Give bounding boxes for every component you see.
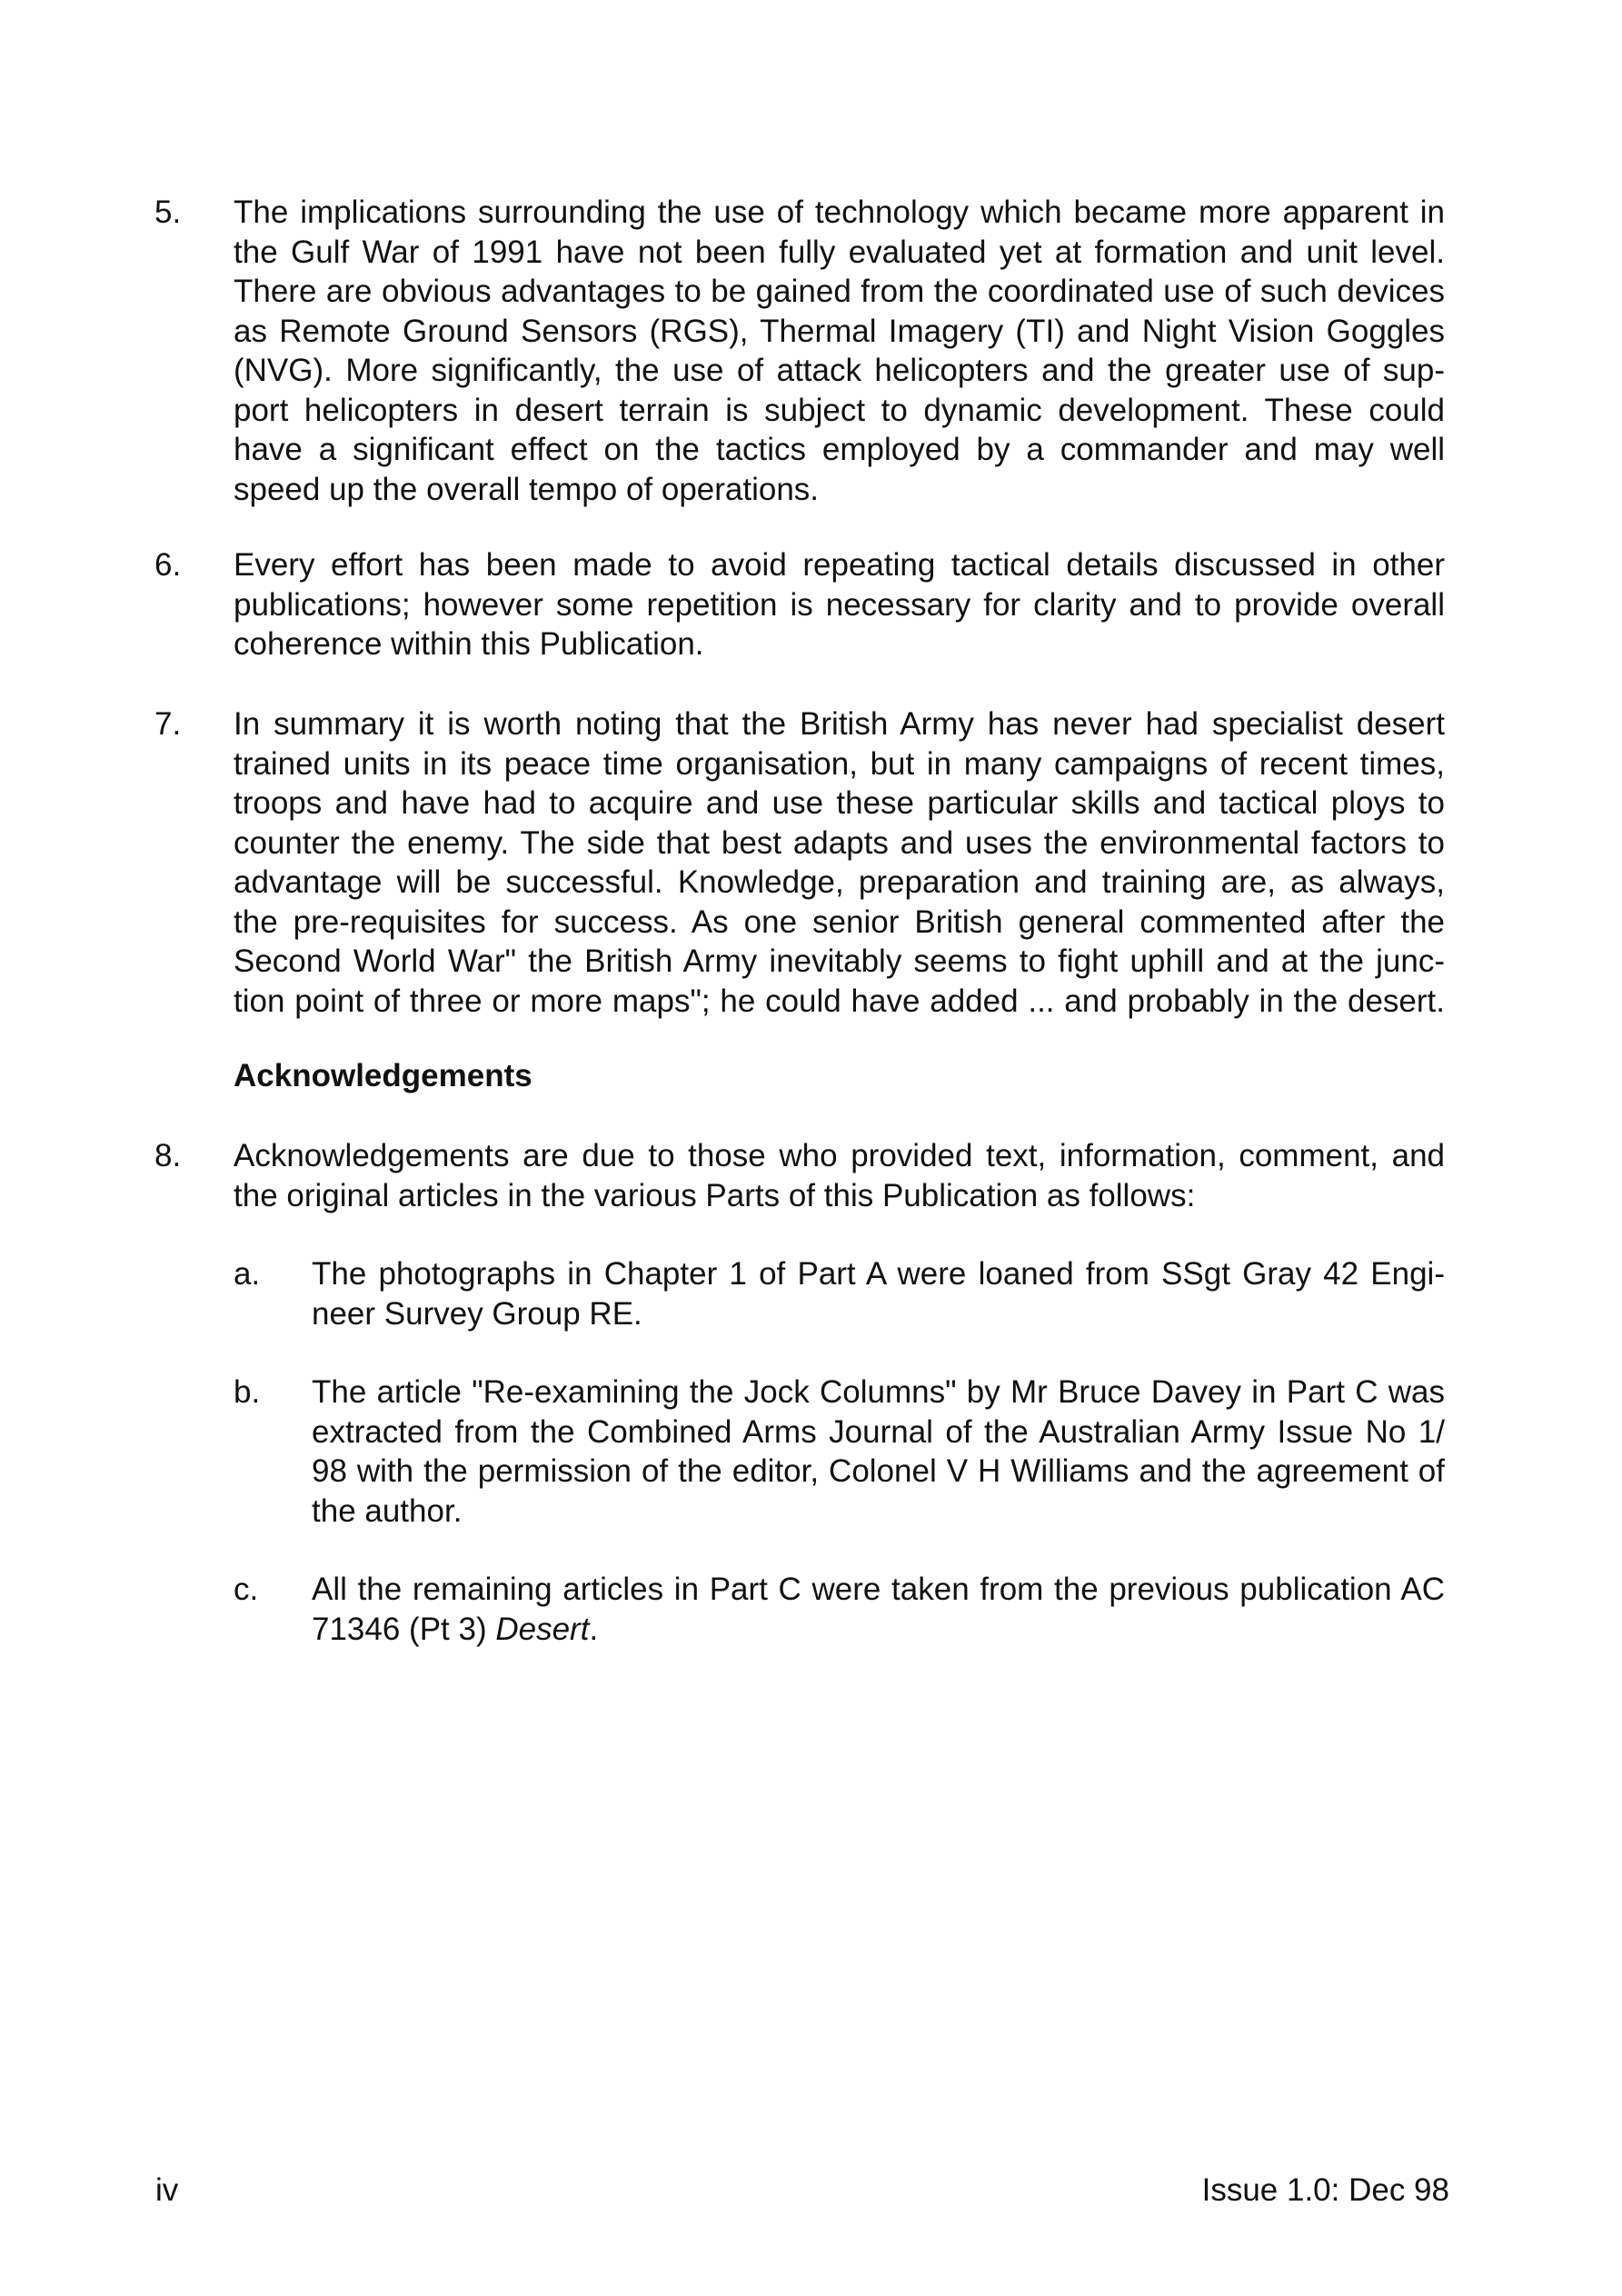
subitem-letter: a. (234, 1256, 261, 1292)
text-line: (NVG). More significantly, the use of attack helicopters and the greater use of sup- (234, 353, 1445, 388)
text-line: the Gulf War of 1991 have not been fully evaluated yet at formation and unit level. (234, 234, 1445, 270)
paragraph-6 (154, 545, 1445, 664)
trailing-punctuation: . (589, 1611, 599, 1647)
text-line: coherence within this Publication. (234, 626, 704, 662)
text-line: troops and have had to acquire and use these particular skills and tactical ploys to (234, 785, 1445, 821)
paragraph-5 (154, 193, 1445, 509)
subitem-b (234, 1373, 1445, 1531)
page-number: iv (155, 2172, 179, 2208)
issue-date: Issue 1.0: Dec 98 (1201, 2172, 1449, 2208)
text-line: port helicopters in desert terrain is subject to dynamic development. These could (234, 392, 1445, 428)
publication-title: Desert (495, 1611, 590, 1647)
subitem-letter: c. (234, 1572, 259, 1607)
text-line: The photographs in Chapter 1 of Part A were loaned from SSgt Gray 42 Engi- (312, 1256, 1445, 1292)
text-line: trained units in its peace time organisation, but in many campaigns of recent times, (234, 745, 1445, 782)
text-line: In summary it is worth noting that the British Army has never had specialist desert (234, 706, 1445, 742)
text-line: Second World War" the British Army inevitably seems to fight uphill and at the junc- (234, 943, 1445, 979)
text-line-start: 71346 (Pt 3) (312, 1611, 496, 1647)
paragraph-8 (154, 1136, 1445, 1215)
text-line: the author. (312, 1492, 463, 1529)
text-line: extracted from the Combined Arms Journal of the Australian Army Issue No 1/ (312, 1413, 1445, 1450)
paragraph-number: 5. (154, 195, 182, 230)
text-line: 98 with the permission of the editor, Colonel V H Williams and the agreement of (312, 1453, 1445, 1489)
text-line: counter the enemy. The side that best adapts and uses the environmental factors to (234, 824, 1445, 861)
text-line: publications; however some repetition is necessary for clarity and to provide overall (234, 586, 1445, 623)
paragraph-7 (154, 704, 1445, 1021)
text-line: the pre-requisites for success. As one senior British general commented after the (234, 903, 1445, 940)
text-line (312, 1610, 1445, 1650)
paragraph-number: 6. (154, 547, 182, 583)
subitem-c (234, 1570, 1445, 1649)
text-line: There are obvious advantages to be gained from the coordinated use of such devices (234, 274, 1445, 309)
text-line: have a significant effect on the tactics employed by a commander and may well (234, 432, 1445, 467)
paragraph-number: 7. (154, 706, 182, 742)
text-line: neer Survey Group RE. (312, 1295, 642, 1332)
paragraph-number: 8. (154, 1138, 182, 1173)
text-line: advantage will be successful. Knowledge, preparation and training are, as always, (234, 864, 1445, 900)
text-line: tion point of three or more maps"; he could have added ... and probably in the desert. (234, 983, 1445, 1019)
text-line: Every effort has been made to avoid repeating tactical details discussed in other (234, 547, 1445, 583)
text-line: the original articles in the various Parts of this Publication as follows: (234, 1177, 1196, 1213)
text-line: Acknowledgements are due to those who provided text, information, comment, and (234, 1138, 1445, 1173)
section-heading: Acknowledgements (234, 1058, 532, 1093)
subitem-letter: b. (234, 1374, 261, 1410)
text-line: The article "Re-examining the Jock Columns" by Mr Bruce Davey in Part C was (312, 1374, 1445, 1410)
text-line: The implications surrounding the use of technology which became more apparent in (234, 195, 1445, 230)
text-line: All the remaining articles in Part C were taken from the previous publication AC (312, 1572, 1445, 1607)
text-line: speed up the overall tempo of operations. (234, 471, 820, 507)
text-line: as Remote Ground Sensors (RGS), Thermal Imagery (TI) and Night Vision Goggles (234, 313, 1445, 349)
subitem-a (234, 1254, 1445, 1333)
